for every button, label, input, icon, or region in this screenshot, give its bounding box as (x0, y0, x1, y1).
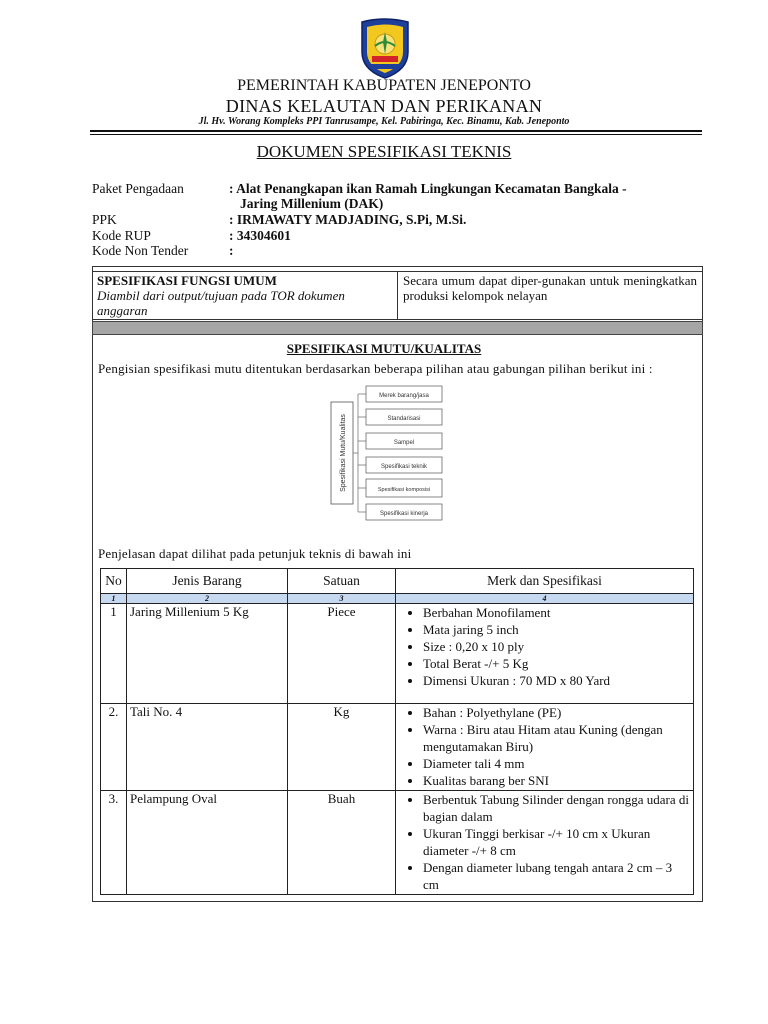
diagram-item-label: Standarisasi (387, 416, 421, 422)
fungsi-umum-label-cell (92, 271, 398, 320)
meta-value-cont: Jaring Millenium (DAK) (240, 196, 384, 211)
col-number: 3 (288, 594, 396, 604)
row-spec (396, 704, 694, 791)
spec-table (100, 568, 694, 895)
mutu-diagram (330, 382, 446, 526)
diagram-item (358, 504, 442, 520)
diagram-item-label: Spesifikasi teknik (380, 464, 428, 470)
table-row (101, 604, 694, 704)
row-satuan: Buah (288, 791, 396, 895)
spec-item: • Kualitas barang ber SNI (423, 772, 690, 789)
meta-label: Kode RUP (92, 228, 151, 243)
meta-value: : IRMAWATY MADJADING, S.Pi, M.Si. (229, 212, 467, 227)
row-jenis: Tali No. 4 (127, 704, 288, 791)
row-jenis: Jaring Millenium 5 Kg (127, 604, 288, 704)
mutu-title: SPESIFIKASI MUTU/KUALITAS (286, 341, 482, 356)
meta-label: Kode Non Tender (92, 243, 189, 258)
agency-name: DINAS KELAUTAN DAN PERIKANAN (225, 96, 543, 116)
fungsi-umum-section (92, 271, 703, 320)
jeneponto-regency-emblem-icon (358, 18, 412, 80)
note-text: Penjelasan dapat dilihat pada petunjuk teknis di bawah ini (98, 546, 412, 561)
header-rule-thick (90, 130, 702, 132)
fungsi-umum-title: SPESIFIKASI FUNGSI UMUM (97, 273, 277, 288)
government-name: PEMERINTAH KABUPATEN JENEPONTO (237, 77, 531, 94)
header-rule-thin (90, 134, 702, 135)
table-header-row (101, 569, 694, 594)
column-number-row (101, 594, 694, 604)
table-row (101, 704, 694, 791)
spec-item: • Warna : Biru atau Hitam atau Kuning (dengan mengutamakan Biru) (423, 721, 690, 755)
col-header-spec: Merk dan Spesifikasi (396, 569, 694, 594)
spec-item: • Bahan : Polyethylane (PE) (423, 704, 690, 721)
spec-item: • Size : 0,20 x 10 ply (423, 638, 690, 655)
agency-address: Jl. Hv. Worang Kompleks PPI Tanrusampe, Kel. Pabiringa, Kec. Binamu, Kab. Jeneponto (198, 116, 570, 127)
fungsi-umum-subtitle: Diambil dari output/tujuan pada TOR dokumen anggaran (97, 288, 345, 318)
diagram-item-label: Merek barang/jasa (379, 393, 429, 399)
row-no: 2. (101, 704, 127, 791)
diagram-item-label: Sampel (393, 440, 415, 446)
meta-value: : 34304601 (229, 228, 291, 243)
mutu-description: Pengisian spesifikasi mutu ditentukan berdasarkan beberapa pilihan atau gabungan pilihan berikut ini : (98, 361, 653, 376)
diagram-item-label: Spesifikasi kinerja (379, 511, 429, 517)
col-number: 4 (396, 594, 694, 604)
meta-label: PPK (92, 212, 117, 227)
fungsi-umum-description: Secara umum dapat diper-gunakan untuk meningkatkan produksi kelompok nelayan (397, 271, 703, 320)
row-no: 1 (101, 604, 127, 704)
diagram-item (358, 479, 442, 497)
col-header-jenis: Jenis Barang (127, 569, 288, 594)
col-number: 1 (101, 594, 127, 604)
row-spec (396, 791, 694, 895)
spec-item: • Mata jaring 5 inch (423, 621, 690, 638)
document-title: DOKUMEN SPESIFIKASI TEKNIS (256, 142, 512, 161)
diagram-item (358, 433, 442, 449)
col-number: 2 (127, 594, 288, 604)
diagram-root-label: Spesifikasi Mutu/Kualitas (340, 414, 347, 492)
col-header-no: No (101, 569, 127, 594)
spec-item: • Ukuran Tinggi berkisar -/+ 10 cm x Ukuran diameter -/+ 8 cm (423, 825, 690, 859)
diagram-item-label: Spesifikasi komposisi (377, 487, 431, 493)
row-no: 3. (101, 791, 127, 895)
spec-item: • Total Berat -/+ 5 Kg (423, 655, 690, 672)
spec-item: • Dengan diameter lubang tengah antara 2 cm – 3 cm (423, 859, 690, 893)
spec-item: • Berbahan Monofilament (423, 604, 690, 621)
meta-value: : Alat Penangkapan ikan Ramah Lingkungan Kecamatan Bangkala - (229, 181, 627, 196)
meta-label: Paket Pengadaan (92, 181, 184, 196)
diagram-item (358, 457, 442, 473)
table-row (101, 791, 694, 895)
row-satuan: Piece (288, 604, 396, 704)
diagram-item (358, 386, 442, 402)
col-header-satuan: Satuan (288, 569, 396, 594)
section-divider-band (92, 321, 703, 335)
diagram-item (358, 409, 442, 425)
meta-value: : (229, 243, 234, 258)
row-satuan: Kg (288, 704, 396, 791)
row-spec (396, 604, 694, 704)
spec-item: • Diameter tali 4 mm (423, 755, 690, 772)
spec-item: • Berbentuk Tabung Silinder dengan rongga udara di bagian dalam (423, 791, 690, 825)
spec-item: • Dimensi Ukuran : 70 MD x 80 Yard (423, 672, 690, 689)
row-jenis: Pelampung Oval (127, 791, 288, 895)
